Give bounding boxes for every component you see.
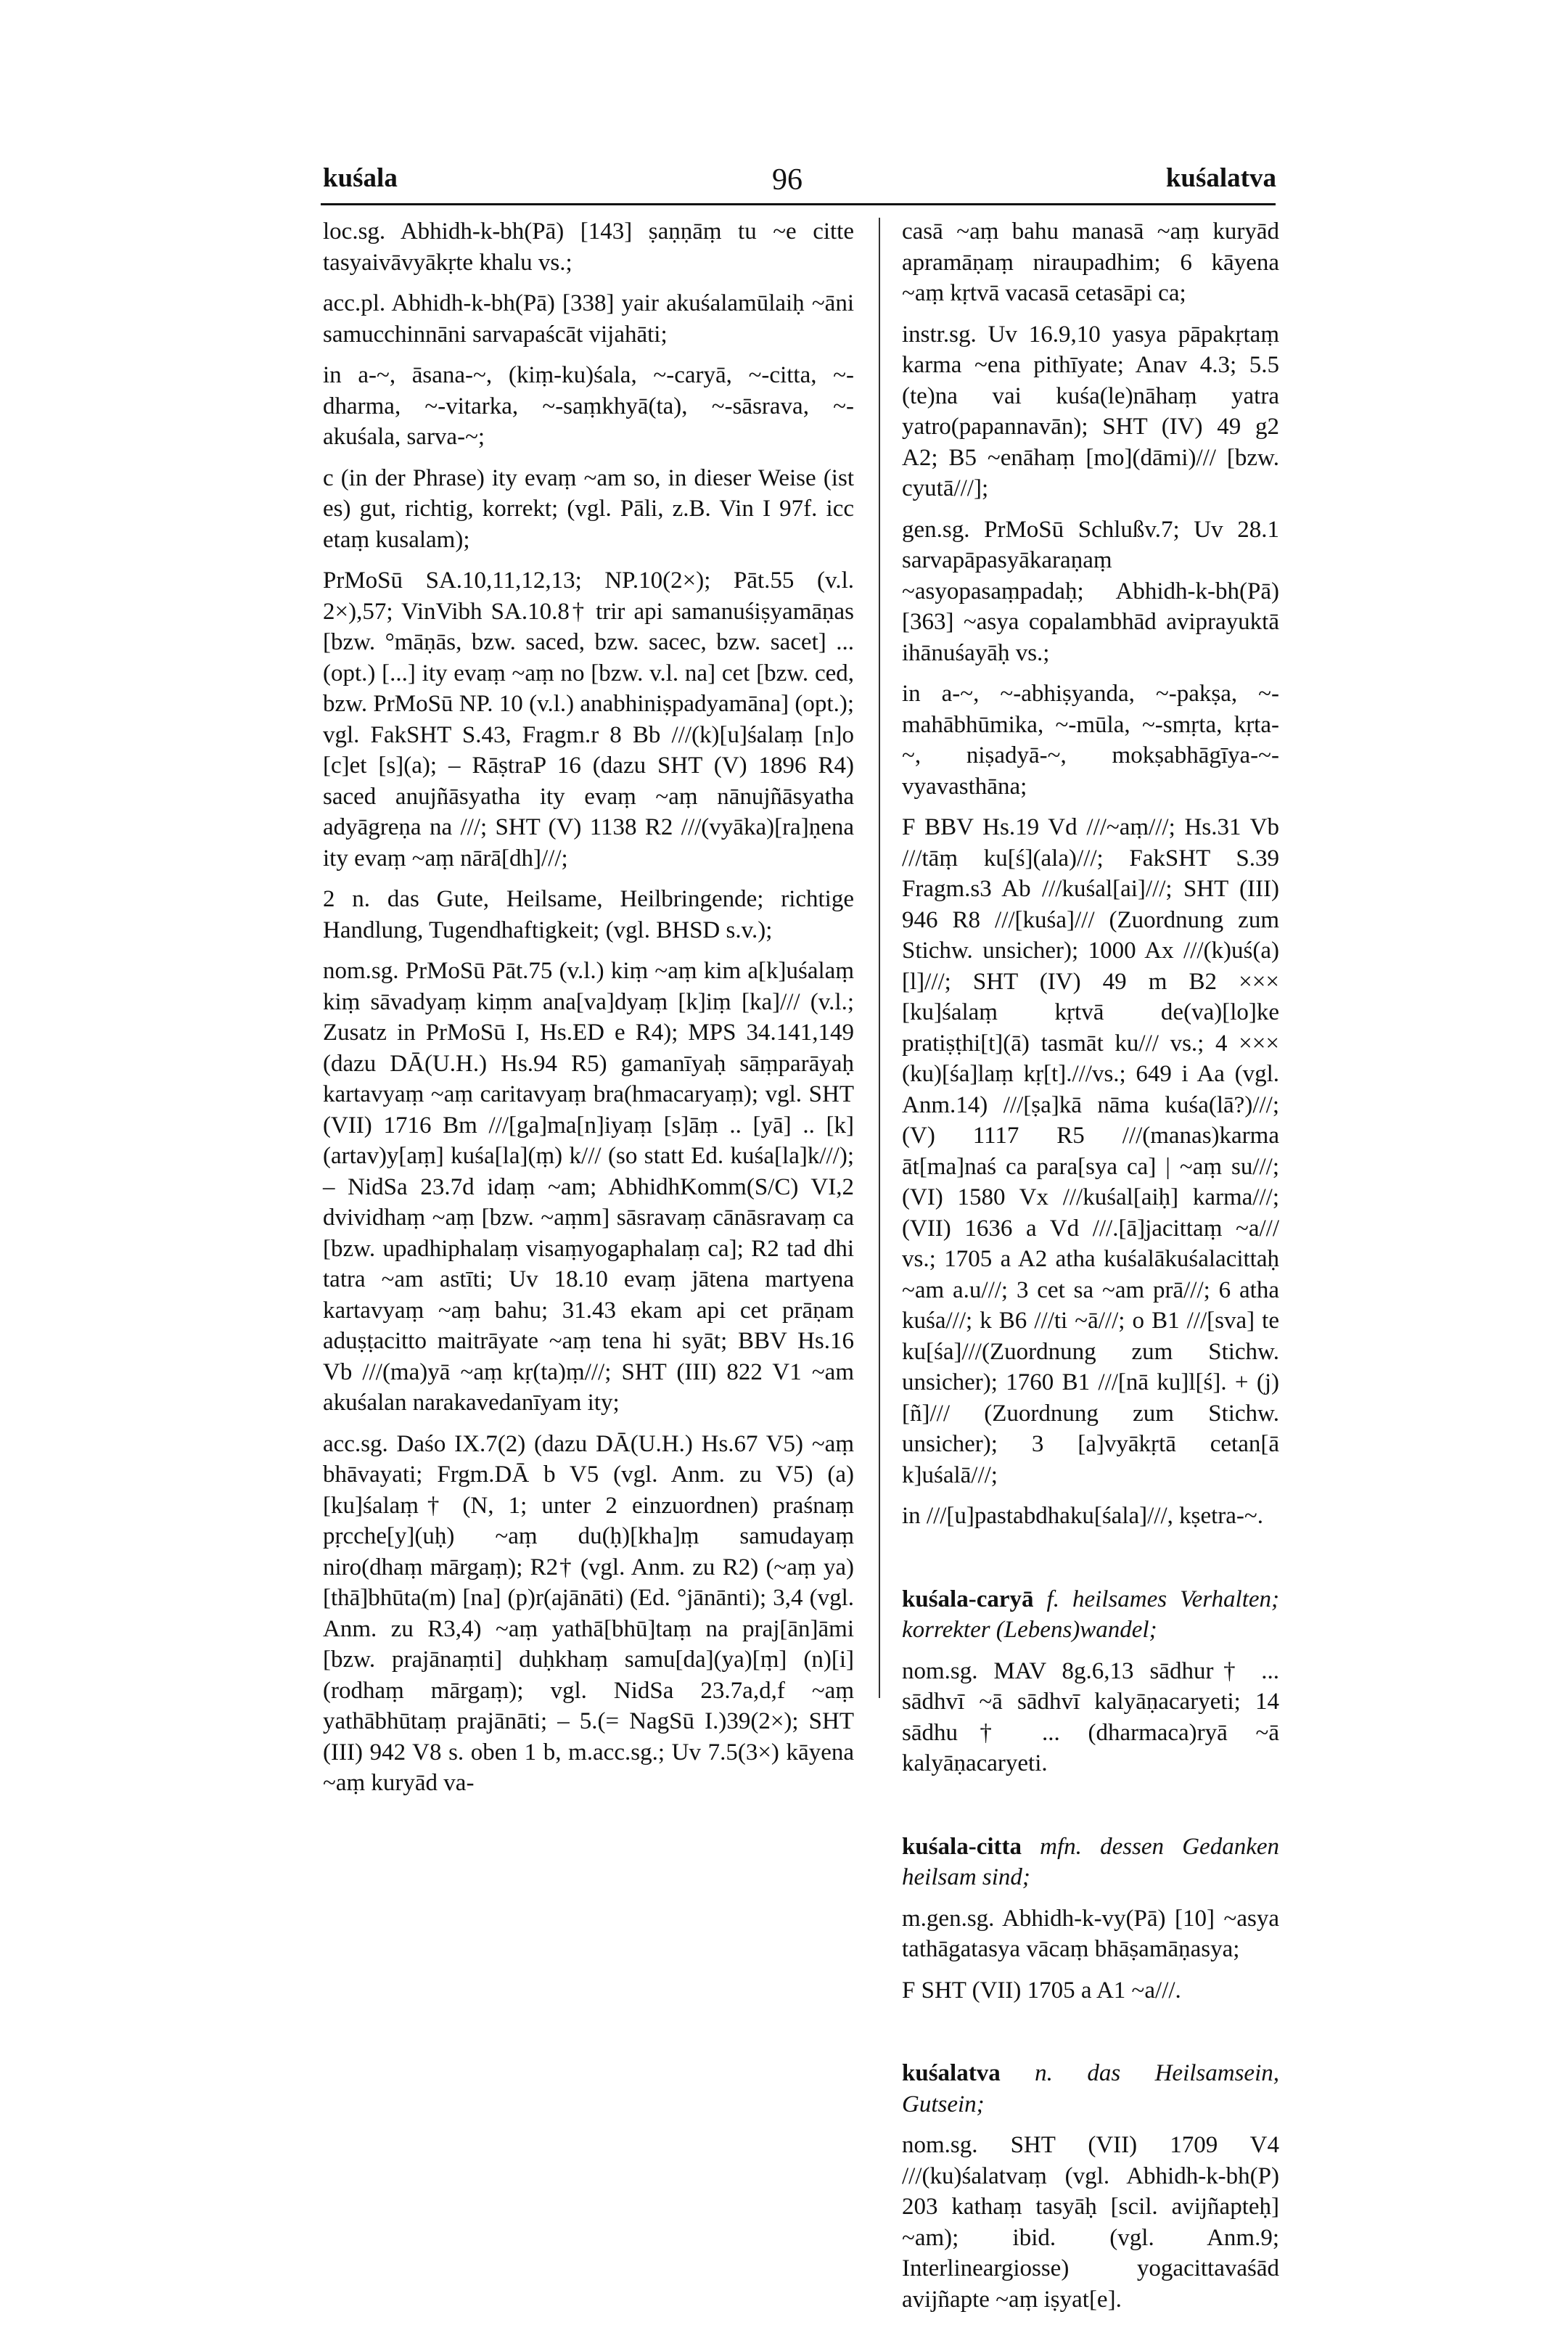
left-column	[323, 216, 854, 1809]
entry-kusala-citta-citation-2: F SHT (VII) 1705 a A1 ~a///.	[902, 1977, 1181, 2004]
entry-kusala-carya-citation: nom.sg. MAV 8g.6,13 sādhur† ... sādhvī ~ā sādhvī kalyāṇacaryeti; 14 sādhu† ... (dharmaca)ryā ~ā kalyāṇacaryeti.	[902, 1657, 1279, 1776]
definition: f. heilsames Verhalten; korrekter (Lebens)wandel;	[902, 1586, 1280, 1643]
running-head-left: kuśala	[323, 163, 398, 193]
left-paragraph-7: nom.sg. PrMoSū Pāt.75 (v.l.) kiṃ ~aṃ kim a[k]uśalaṃ kiṃ sāvadyaṃ kiṃm ana[va]dyaṃ [k]iṃ [ka]/// (v.l.; Zusatz in PrMoSū I, Hs.ED e R4); MPS 34.141,149 (dazu DĀ(U.H.) Hs.94 R5) gamanīyaḥ sāṃparāyaḥ kartavyaṃ ~aṃ caritavyaṃ bra(hmacaryaṃ); vgl. SHT (VII) 1716 Bm ///[ga]ma[n]iyaṃ [s]āṃ .. [yā] .. [k](artav)y[aṃ] kuśa[la](ṃ) k/// (so statt Ed. kuśa[la]k///); – NidSa 23.7d idaṃ ~am; AbhidhKomm(S/C) VI,2 dvividhaṃ ~aṃ [bzw. ~aṃm] sāsravaṃ cānāsravaṃ ca [bzw. upadhiphalaṃ visaṃyogaphalaṃ ca]; R2 tad dhi tatra ~am astīti; Uv 18.10 evaṃ jātena martyena kartavyaṃ ~aṃ bahu; 31.43 ekam api cet prāṇam aduṣṭacitto maitrāyate ~aṃ tena hi syāt; BBV Hs.16 Vb ///(ma)yā ~aṃ kṛ(ta)ṃ///; SHT (III) 822 V1 ~am akuśalan narakavedanīyam ity;	[323, 958, 854, 1416]
headword: kuśalatva	[902, 2060, 1001, 2086]
right-paragraph-1: casā ~aṃ bahu manasā ~aṃ kuryād apramāṇaṃ niraupadhim; 6 kāyena ~aṃ kṛtvā vacasā cetasāpi ca;	[902, 218, 1279, 306]
entry-kusala-citta	[902, 1832, 1279, 1893]
definition: n. das Heilsamsein, Gutsein;	[902, 2060, 1279, 2117]
left-paragraph-6: 2 n. das Gute, Heilsame, Heilbringende; richtige Handlung, Tugendhaftigkeit; (vgl. BHSD s.v.);	[323, 886, 854, 943]
header-rule	[321, 203, 1276, 205]
entry-kusala-citta-citation-1: m.gen.sg. Abhidh-k-vy(Pā) [10] ~asya tathāgatasya vācaṃ bhāṣamāṇasya;	[902, 1905, 1279, 1962]
left-paragraph-3: in a-~, āsana-~, (kiṃ-ku)śala, ~-caryā, ~-citta, ~-dharma, ~-vitarka, ~-saṃkhyā(ta), ~-sāsrava, ~-akuśala, sarva-~;	[323, 362, 854, 450]
right-paragraph-3: gen.sg. PrMoSū Schlußv.7; Uv 28.1 sarvapāpasyākaraṇaṃ ~asyopasaṃpadaḥ; Abhidh-k-bh(Pā) [363] ~asya copalambhād aviprayuktā ihānuśayāḥ vs.;	[902, 516, 1279, 666]
running-head	[0, 163, 1568, 203]
entry-kusalatva	[902, 2058, 1279, 2120]
entry-kusalatva-citation: nom.sg. SHT (VII) 1709 V4 ///(ku)śalatvaṃ (vgl. Abhidh-k-bh(P) 203 kathaṃ tasyāḥ [scil. avijñapteḥ] ~am); ibid. (vgl. Anm.9; Interlineargiosse) yogacittavaśād avijñapte ~aṃ iṣyat[e].	[902, 2132, 1279, 2313]
right-paragraph-6: in ///[u]pastabdhaku[śala]///, kṣetra-~.	[902, 1503, 1264, 1529]
right-column	[902, 216, 1279, 2325]
left-paragraph-5: PrMoSū SA.10,11,12,13; NP.10(2×); Pāt.55 (v.l. 2×),57; VinVibh SA.10.8† trir api samanuśiṣyamāṇas [bzw. °māṇās, bzw. saced, bzw. sacec, bzw. sacet] ... (opt.) [...] ity evaṃ ~aṃ no [bzw. v.l. na] cet [bzw. ced, bzw. PrMoSū NP. 10 (v.l.) anabhiniṣpadyamāna] (opt.); vgl. FakSHT S.43, Fragm.r 8 Bb ///(k)[u]śalaṃ [n]o [c]et [s](a); – RāṣtraP 16 (dazu SHT (V) 1896 R4) saced anujñāsyatha ity evaṃ ~aṃ nānujñāsyatha adyāgreṇa na ///; SHT (V) 1138 R2 ///(vyāka)[ra]ṇena ity evaṃ ~aṃ nārā[dh]///;	[323, 567, 854, 872]
right-paragraph-5: F BBV Hs.19 Vd ///~aṃ///; Hs.31 Vb ///tāṃ ku[ś](ala)///; FakSHT S.39 Fragm.s3 Ab ///kuśal[ai]///; SHT (III) 946 R8 ///[kuśa]/// (Zuordnung zum Stichw. unsicher); 1000 Ax ///(k)uś(a)[l]///; SHT (IV) 49 m B2 ××× [ku]śalaṃ kṛtvā de(va)[lo]ke pratiṣṭhi[t](ā) tasmāt ku/// vs.; 4 ××× (ku)[śa]laṃ kṛ[t].///vs.; 649 i Aa (vgl. Anm.14) ///[ṣa]kā nāma kuśa(lā?)///; (V) 1117 R5 ///(manas)karma āt[ma]naś ca para[sya ca] | ~aṃ su///; (VI) 1580 Vx ///kuśal[aiḥ] karma///; (VII) 1636 a Vd ///.[ā]jacittaṃ ~a/// vs.; 1705 a A2 atha kuśalākuśalacittaḥ ~am a.u///; 3 cet sa ~am prā///; 6 atha kuśa///; k B6 ///ti ~ā///; o B1 ///[sva] te ku[śa]///(Zuordnung zum Stichw. unsicher); 1760 B1 ///[nā ku]l[ś]. + (j)[ñ]/// (Zuordnung zum Stichw. unsicher); 3 [a]vyākṛtā cetan[ā k]uśalā///;	[902, 814, 1279, 1488]
entry-spacer	[902, 2016, 1279, 2058]
left-paragraph-1: loc.sg. Abhidh-k-bh(Pā) [143] ṣaṇṇāṃ tu ~e citte tasyaivāvyākṛte khalu vs.;	[323, 218, 854, 276]
running-head-right: kuśalatva	[1165, 163, 1276, 193]
page-number: 96	[772, 163, 803, 197]
entry-spacer	[902, 1542, 1279, 1584]
column-divider	[879, 218, 880, 1698]
left-paragraph-2: acc.pl. Abhidh-k-bh(Pā) [338] yair akuśalamūlaiḥ ~āni samucchinnāni sarvapaścāt vijahāti;	[323, 290, 854, 348]
definition: mfn. dessen Gedanken heilsam sind;	[902, 1833, 1279, 1890]
right-paragraph-2: instr.sg. Uv 16.9,10 yasya pāpakṛtaṃ karma ~ena pithīyate; Anav 4.3; 5.5 (te)na vai kuśa(le)nāhaṃ yatra yatro(papannavān); SHT (IV) 49 g2 A2; B5 ~enāhaṃ [mo](dāmi)/// [bzw. cyutā///];	[902, 321, 1279, 501]
left-paragraph-8: acc.sg. Daśo IX.7(2) (dazu DĀ(U.H.) Hs.67 V5) ~aṃ bhāvayati; Frgm.DĀ b V5 (vgl. Anm. zu V5) (a)[ku]śalaṃ† (N, 1; unter 2 einzuordnen) praśnaṃ pṛcche[y](uḥ) ~aṃ du(ḥ)[kha]ṃ samudayaṃ niro(dhaṃ mārgaṃ); R2† (vgl. Anm. zu R2) (~aṃ ya)[thā]bhūta(m) [na] (p)r(ajānāti) (Ed. °jānānti); 3,4 (vgl. Anm. zu R3,4) ~aṃ yathā[bhū]taṃ na praj[ān]āmi [bzw. prajānaṃti] duḥkhaṃ samu[da](ya)[ṃ] (n)[i](rodhaṃ mārgaṃ); vgl. NidSa 23.7a,d,f ~aṃ yathābhūtaṃ prajānāti; – 5.(= NagSū I.)39(2×); SHT (III) 942 V8 s. oben 1 b, m.acc.sg.; Uv 7.5(3×) kāyena ~aṃ kuryād va-	[323, 1430, 854, 1796]
left-paragraph-4: c (in der Phrase) ity evaṃ ~am so, in dieser Weise (ist es) gut, richtig, korrekt; (vgl. Pāli, z.B. Vin I 97f. icc etaṃ kusalam);	[323, 464, 854, 553]
headword: kuśala-citta	[902, 1833, 1022, 1860]
entry-spacer	[902, 1789, 1279, 1832]
headword: kuśala-caryā	[902, 1586, 1034, 1612]
entry-kusala-carya	[902, 1584, 1279, 1646]
right-paragraph-4: in a-~, ~-abhiṣyanda, ~-pakṣa, ~-mahābhūmika, ~-mūla, ~-smṛta, kṛta-~, niṣadyā-~, mokṣabhāgīya-~-vyavasthāna;	[902, 681, 1279, 800]
